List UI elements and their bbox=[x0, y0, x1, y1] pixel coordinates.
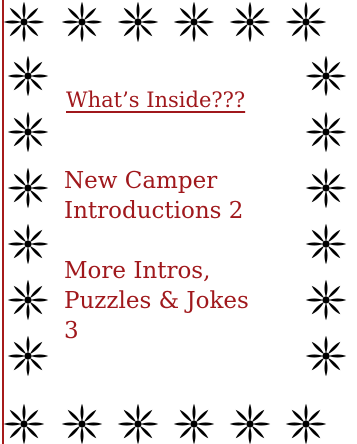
entry-line: More Intros, bbox=[64, 258, 211, 284]
starburst-icon bbox=[304, 110, 348, 154]
entry-line: Introductions 2 bbox=[64, 198, 244, 224]
starburst-icon bbox=[6, 334, 50, 378]
starburst-icon bbox=[304, 222, 348, 266]
border-line bbox=[2, 0, 4, 444]
starburst-icon bbox=[6, 278, 50, 322]
starburst-icon bbox=[6, 222, 50, 266]
starburst-icon bbox=[172, 0, 216, 44]
starburst-icon bbox=[228, 0, 272, 44]
contents-entry bbox=[64, 256, 249, 346]
starburst-icon bbox=[6, 166, 50, 210]
starburst-icon bbox=[304, 54, 348, 98]
starburst-icon bbox=[60, 0, 104, 44]
starburst-icon bbox=[228, 402, 272, 444]
starburst-icon bbox=[284, 402, 328, 444]
entry-line: New Camper bbox=[64, 168, 218, 194]
starburst-icon bbox=[304, 334, 348, 378]
entry-line: 3 bbox=[64, 318, 79, 344]
starburst-icon bbox=[304, 166, 348, 210]
contents-entry bbox=[64, 166, 243, 226]
entry-line: Puzzles & Jokes bbox=[64, 288, 249, 314]
starburst-icon bbox=[284, 0, 328, 44]
starburst-icon bbox=[60, 402, 104, 444]
starburst-icon bbox=[2, 402, 46, 444]
starburst-icon bbox=[304, 278, 348, 322]
starburst-icon bbox=[6, 54, 50, 98]
starburst-icon bbox=[172, 402, 216, 444]
starburst-icon bbox=[116, 0, 160, 44]
starburst-icon bbox=[116, 402, 160, 444]
starburst-icon bbox=[2, 0, 46, 44]
starburst-icon bbox=[6, 110, 50, 154]
contents-heading: What’s Inside??? bbox=[66, 88, 246, 112]
